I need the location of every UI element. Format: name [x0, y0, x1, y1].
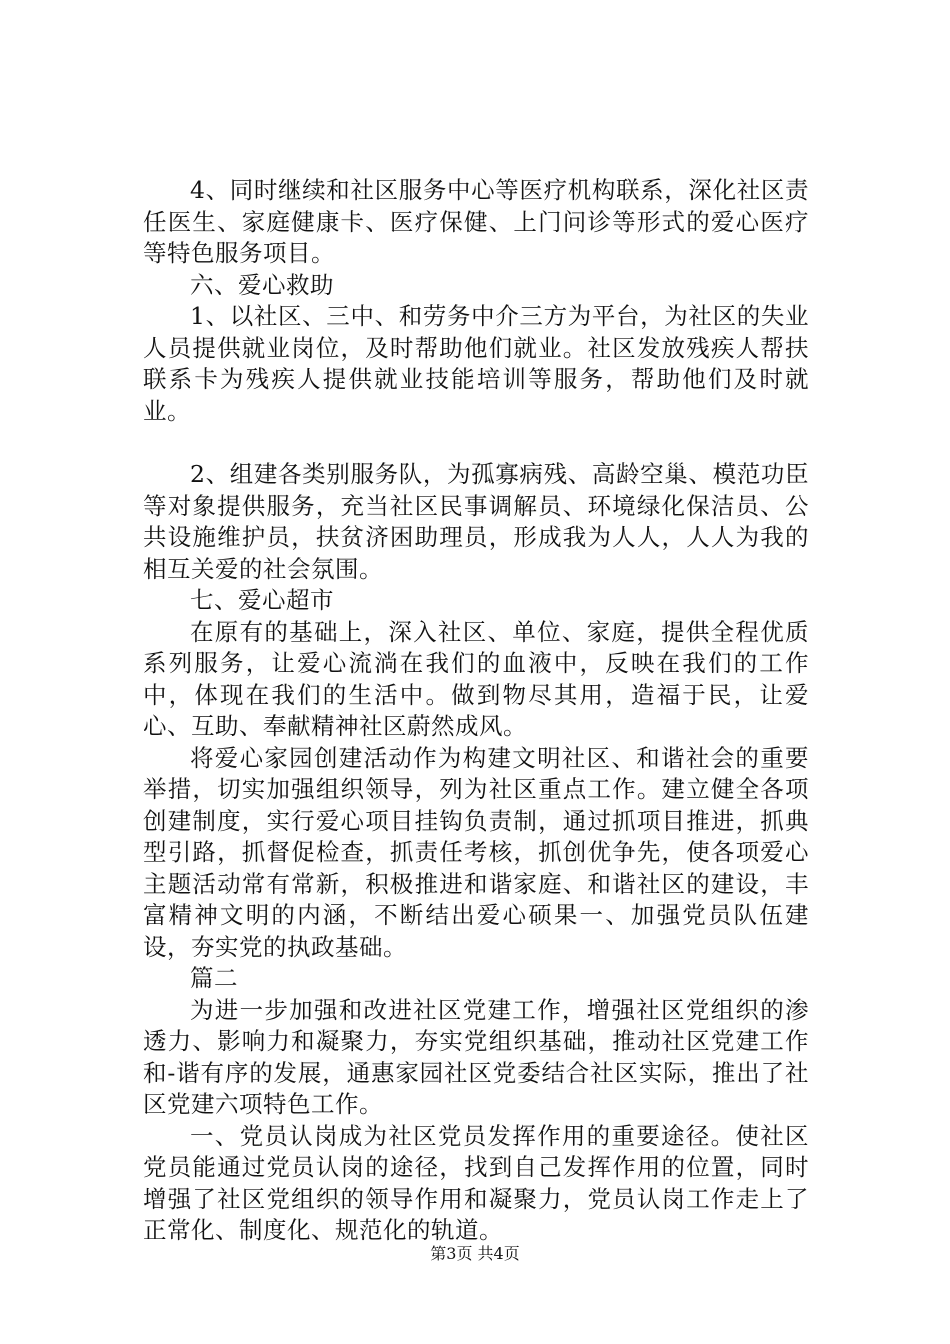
- page-number: 第3页 共4页: [430, 1244, 520, 1263]
- paragraph: 一、党员认岗成为社区党员发挥作用的重要途径。使社区党员能通过党员认岗的途径，找到自己发挥作用的位置，同时增强了社区党组织的领导作用和凝聚力，党员认岗工作走上了正常化、制度化、规范化的轨道。: [143, 1121, 809, 1244]
- paragraph: 将爱心家园创建活动作为构建文明社区、和谐社会的重要举措，切实加强组织领导，列为社区重点工作。建立健全各项创建制度，实行爱心项目挂钩负责制，通过抓项目推进，抓典型引路，抓督促检查，抓责任考核，抓创优争先，使各项爱心主题活动常有常新，积极推进和谐家庭、和谐社区的建设，丰富精神文明的内涵，不断结出爱心硕果一、加强党员队伍建设，夯实党的执政基础。: [143, 743, 809, 961]
- document-body: [143, 175, 809, 1247]
- blank-line: [143, 427, 809, 459]
- paragraph: 4、同时继续和社区服务中心等医疗机构联系，深化社区责任医生、家庭健康卡、医疗保健、上门问诊等形式的爱心医疗等特色服务项目。: [143, 176, 809, 267]
- section-heading: 六、爱心救助: [190, 270, 334, 299]
- paragraph: 在原有的基础上，深入社区、单位、家庭，提供全程优质系列服务，让爱心流淌在我们的血液中，反映在我们的工作中，体现在我们的生活中。做到物尽其用，造福于民，让爱心、互助、奉献精神社区蔚然成风。: [143, 617, 809, 740]
- paragraph: 1、以社区、三中、和劳务中介三方为平台，为社区的失业人员提供就业岗位，及时帮助他们就业。社区发放残疾人帮扶联系卡为残疾人提供就业技能培训等服务，帮助他们及时就业。: [143, 302, 809, 425]
- section-heading: 篇二: [190, 964, 238, 992]
- section-heading: 七、爱心超市: [190, 586, 334, 614]
- paragraph: 为进一步加强和改进社区党建工作，增强社区党组织的渗透力、影响力和凝聚力，夯实党组织基础，推动社区党建工作和-谐有序的发展，通惠家园社区党委结合社区实际，推出了社区党建六项特色工作。: [143, 995, 809, 1118]
- paragraph: 2、组建各类别服务队，为孤寡病残、高龄空巢、模范功臣等对象提供服务，充当社区民事调解员、环境绿化保洁员、公共设施维护员，扶贫济困助理员，形成我为人人，人人为我的相互关爱的社会氛围。: [143, 460, 809, 583]
